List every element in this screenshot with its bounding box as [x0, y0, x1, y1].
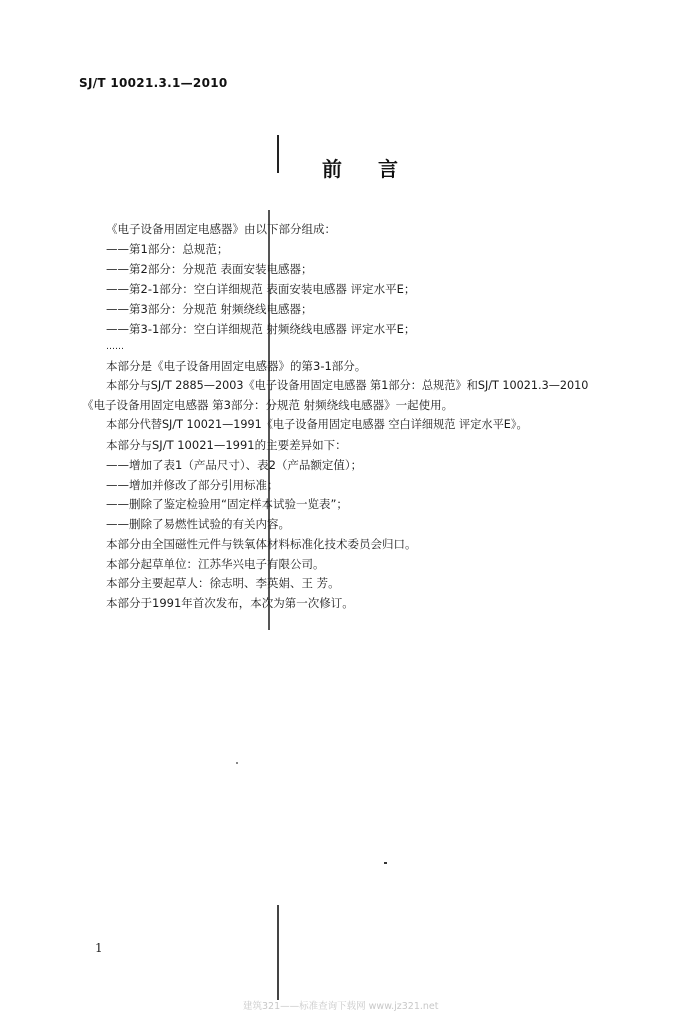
- list-item: ——第2部分：分规范 表面安装电感器；: [106, 262, 313, 276]
- scan-artifact-line: [277, 135, 279, 173]
- body-line: 《电子设备用固定电感器》由以下部分组成：: [106, 222, 336, 236]
- list-item: ——增加了表1（产品尺寸）、表2（产品额定值）；: [106, 458, 363, 472]
- body-line: 本部分由全国磁性元件与铁氧体材料标准化技术委员会归口。: [106, 537, 417, 551]
- scan-artifact-speck: [236, 762, 238, 764]
- body-line: 《电子设备用固定电感器 第3部分：分规范 射频绕线电感器》一起使用。: [82, 398, 454, 412]
- body-line: 本部分主要起草人：徐志明、李英娟、王 芳。: [106, 576, 340, 590]
- list-item: ——第1部分：总规范；: [106, 242, 229, 256]
- body-line: 本部分与SJ/T 2885—2003《电子设备用固定电感器 第1部分：总规范》和SJ/T 10021.3—2010: [106, 379, 589, 392]
- body-line: 本部分是《电子设备用固定电感器》的第3-1部分。: [106, 359, 367, 373]
- body-line: 本部分代替SJ/T 10021—1991《电子设备用固定电感器 空白详细规范 评定水平E》。: [106, 418, 528, 431]
- list-ellipsis: ……: [106, 342, 124, 352]
- page-number: 1: [95, 941, 103, 955]
- list-item: ——第3部分：分规范 射频绕线电感器；: [106, 302, 313, 316]
- scan-artifact-speck: [384, 862, 387, 864]
- body-line: 本部分于1991年首次发布，本次为第一次修订。: [106, 596, 354, 610]
- page-title: 前言: [322, 157, 434, 181]
- list-item: ——第3-1部分：空白详细规范 射频绕线电感器 评定水平E；: [106, 322, 416, 336]
- list-item: ——增加并修改了部分引用标准；: [106, 478, 279, 492]
- body-line: 本部分与SJ/T 10021—1991的主要差异如下：: [106, 438, 347, 452]
- list-item: ——删除了易燃性试验的有关内容。: [106, 517, 290, 531]
- body-line: 本部分起草单位：江苏华兴电子有限公司。: [106, 557, 325, 571]
- standard-code: SJ/T 10021.3.1—2010: [79, 76, 228, 90]
- scan-artifact-line: [277, 905, 279, 1000]
- list-item: ——删除了鉴定检验用“固定样本试验一览表”；: [106, 497, 348, 511]
- watermark: 建筑321——标准查询下载网 www.jz321.net: [243, 1001, 439, 1012]
- list-item: ——第2-1部分：空白详细规范 表面安装电感器 评定水平E；: [106, 282, 416, 296]
